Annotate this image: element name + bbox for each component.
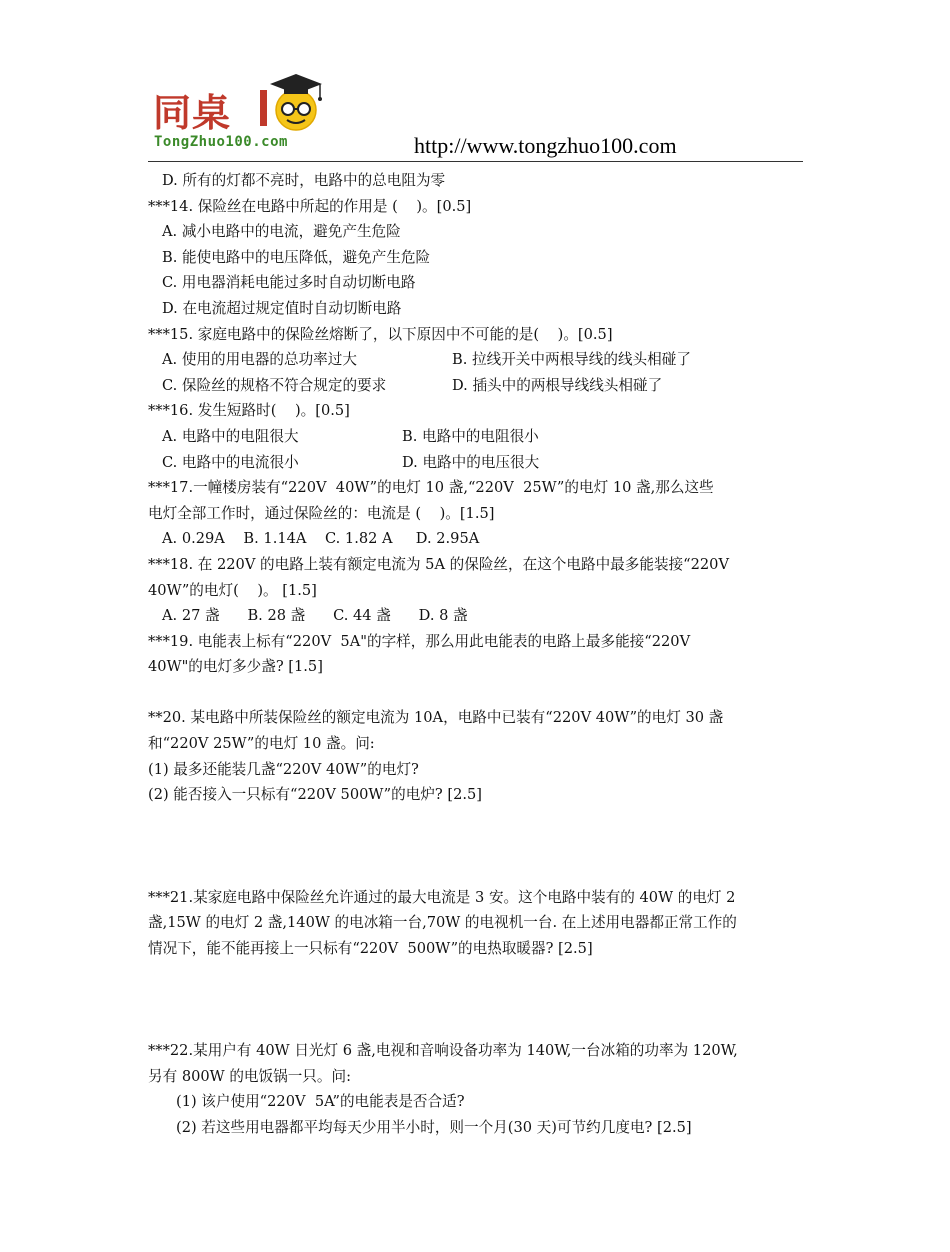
q15-option-d: D. 插头中的两根导线线头相碰了 bbox=[452, 376, 663, 394]
q15-options-row1 bbox=[148, 347, 813, 373]
logo-chinese-text: 同桌 bbox=[153, 90, 232, 135]
q16-stem: ***16. 发生短路时( )。[0.5] bbox=[148, 402, 350, 420]
q15-option-a: A. 使用的用电器的总功率过大 bbox=[162, 351, 357, 369]
q20-part1: (1) 最多还能装几盏“220V 40W”的电灯? bbox=[148, 760, 419, 778]
q17-stem-line2: 电灯全部工作时，通过保险丝的：电流是 ( )。[1.5] bbox=[148, 504, 495, 522]
q16-option-a: A. 电路中的电阻很大 bbox=[162, 427, 299, 445]
q22-stem-line1: ***22.某用户有 40W 日光灯 6 盏,电视和音响设备功率为 140W,一台冰箱的功率为 120W, bbox=[148, 1042, 738, 1060]
site-url[interactable]: http://www.tongzhuo100.com bbox=[414, 133, 677, 158]
q15-option-b: B. 拉线开关中两根导线的线头相碰了 bbox=[452, 351, 691, 369]
document-body bbox=[148, 168, 813, 1141]
site-logo bbox=[150, 68, 330, 156]
q22-part1: (1) 该户使用“220V 5A”的电能表是否合适? bbox=[176, 1093, 465, 1111]
q18-stem-line2: 40W”的电灯( )。 [1.5] bbox=[148, 581, 317, 599]
q16-options-row2 bbox=[148, 450, 813, 476]
q21-stem-line1: ***21.某家庭电路中保险丝允许通过的最大电流是 3 安。这个电路中装有的 40W 的电灯 2 bbox=[148, 888, 736, 906]
q13-option-d: D. 所有的灯都不亮时，电路中的总电阻为零 bbox=[162, 172, 446, 189]
q20-stem-line2: 和“220V 25W”的电灯 10 盏。问: bbox=[148, 735, 375, 753]
spacer bbox=[148, 680, 813, 706]
q17-options: A. 0.29A B. 1.14A C. 1.82 A D. 2.95A bbox=[162, 530, 480, 548]
q14-option-b: B. 能使电路中的电压降低，避免产生危险 bbox=[162, 248, 431, 266]
q20-part2: (2) 能否接入一只标有“220V 500W”的电炉? [2.5] bbox=[148, 786, 482, 804]
q16-option-b: B. 电路中的电阻很小 bbox=[402, 427, 539, 445]
q20-stem-line1: **20. 某电路中所装保险丝的额定电流为 10A，电路中已装有“220V 40W”的电灯 30 盏 bbox=[148, 709, 724, 727]
q15-stem: ***15. 家庭电路中的保险丝熔断了，以下原因中不可能的是( )。[0.5] bbox=[148, 325, 613, 343]
q15-options-row2 bbox=[148, 373, 813, 399]
spacer bbox=[148, 961, 813, 1038]
graduation-cap-100-icon bbox=[252, 68, 326, 138]
q14-stem: ***14. 保险丝在电路中所起的作用是 ( )。[0.5] bbox=[148, 197, 472, 215]
q22-stem-line2: 另有 800W 的电饭锅一只。问: bbox=[148, 1067, 351, 1085]
q19-stem-line1: ***19. 电能表上标有“220V 5A"的字样，那么用此电能表的电路上最多能接“220V bbox=[148, 632, 691, 650]
q16-option-d: D. 电路中的电压很大 bbox=[402, 453, 540, 471]
q18-options: A. 27 盏 B. 28 盏 C. 44 盏 D. 8 盏 bbox=[162, 607, 468, 625]
q21-stem-line2: 盏,15W 的电灯 2 盏,140W 的电冰箱一台,70W 的电视机一台. 在上述用电器都正常工作的 bbox=[148, 914, 737, 932]
q16-option-c: C. 电路中的电流很小 bbox=[162, 453, 299, 471]
q14-option-d: D. 在电流超过规定值时自动切断电路 bbox=[162, 299, 402, 317]
header-divider bbox=[148, 161, 803, 162]
q21-stem-line3: 情况下，能不能再接上一只标有“220V 500W”的电热取暖器? [2.5] bbox=[148, 939, 593, 957]
q16-options-row1 bbox=[148, 424, 813, 450]
spacer bbox=[148, 808, 813, 885]
q14-option-a: A. 减小电路中的电流，避免产生危险 bbox=[162, 223, 401, 241]
q14-option-c: C. 用电器消耗电能过多时自动切断电路 bbox=[162, 274, 416, 292]
q18-stem-line1: ***18. 在 220V 的电路上装有额定电流为 5A 的保险丝，在这个电路中最多能装接“220V bbox=[148, 555, 729, 573]
q19-stem-line2: 40W"的电灯多少盏? [1.5] bbox=[148, 658, 323, 676]
q15-option-c: C. 保险丝的规格不符合规定的要求 bbox=[162, 376, 387, 394]
logo-english-text: TongZhuo100.com bbox=[154, 134, 288, 150]
q22-part2: (2) 若这些用电器都平均每天少用半小时，则一个月(30 天)可节约几度电? [2.5] bbox=[176, 1119, 692, 1136]
q17-stem-line1: ***17.一幢楼房装有“220V 40W”的电灯 10 盏,“220V 25W”的电灯 10 盏,那么这些 bbox=[148, 479, 714, 497]
